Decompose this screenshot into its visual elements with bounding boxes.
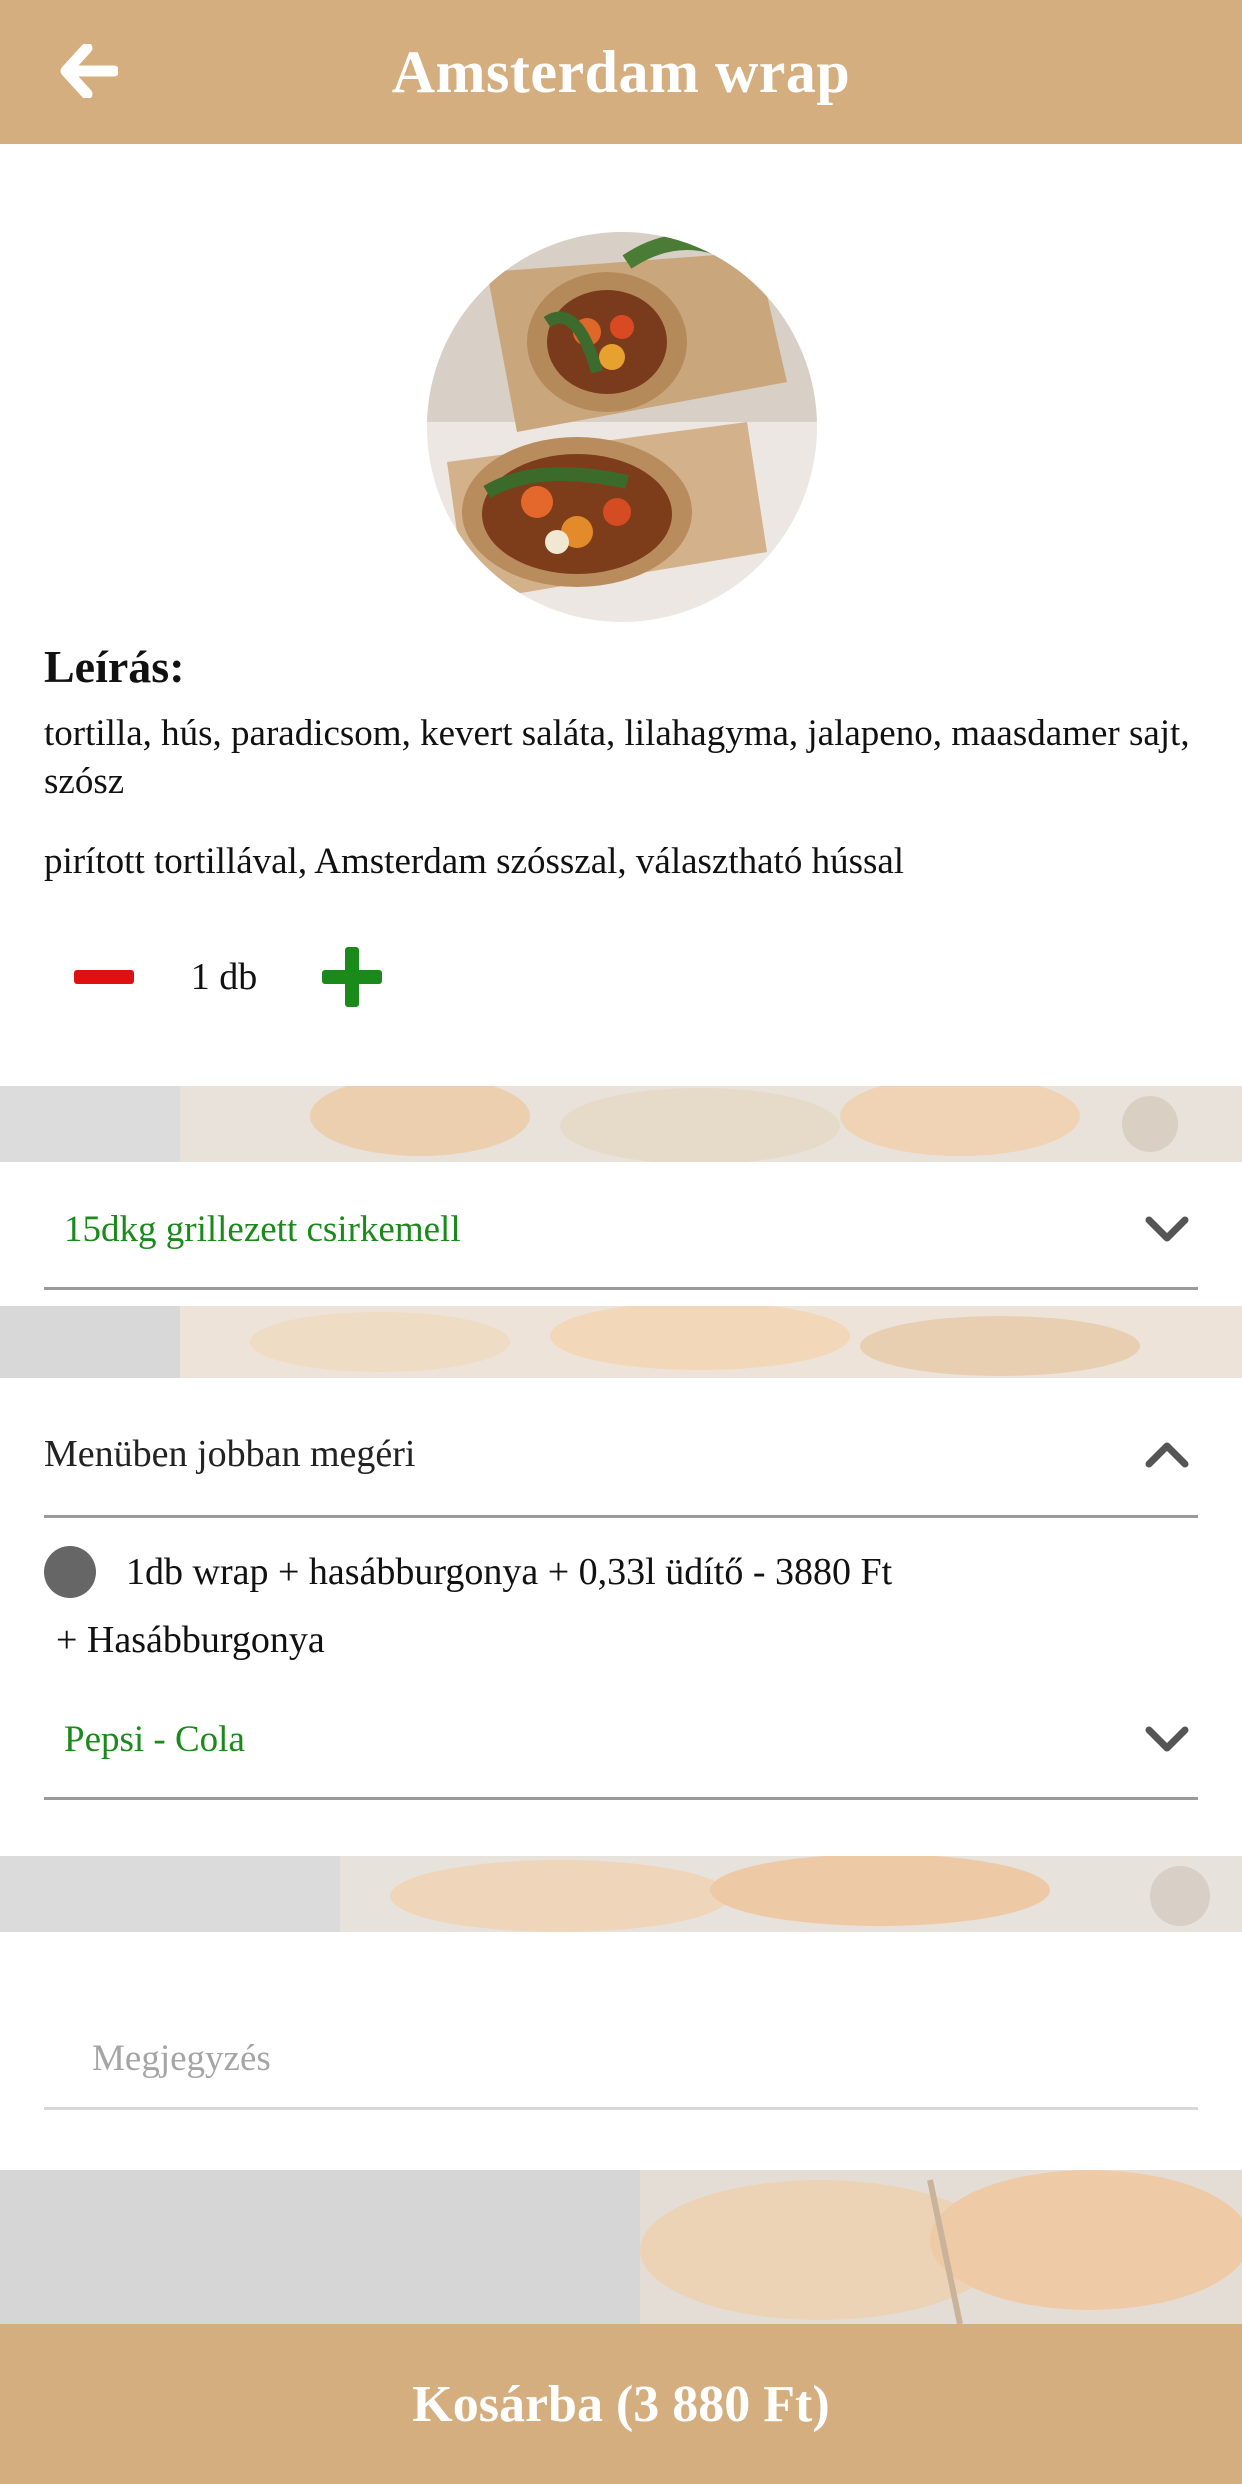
menu-extra-label: + Hasábburgonya [56, 1619, 325, 1661]
menu-option-label: 1db wrap + hasábburgonya + 0,33l üdítő - 3880 Ft [126, 1551, 893, 1593]
add-to-cart-button[interactable] [0, 2324, 1242, 2484]
page-title: Amsterdam wrap [391, 38, 851, 105]
menu-section-toggle[interactable] [44, 1392, 1198, 1518]
description-heading: Leírás: [44, 641, 185, 692]
meat-select-value: 15dkg grillezett csirkemell [64, 1209, 461, 1250]
increase-quantity-button[interactable] [292, 942, 412, 1012]
decrease-quantity-button[interactable] [44, 942, 164, 1012]
minus-icon [74, 970, 134, 984]
note-input[interactable] [44, 2036, 1198, 2081]
background-image-strip [0, 1856, 1242, 1932]
radio-selected-icon [44, 1546, 96, 1598]
drink-select-value: Pepsi - Cola [64, 1719, 245, 1760]
product-image [427, 232, 817, 622]
arrow-left-icon [60, 44, 118, 98]
drink-select[interactable] [44, 1682, 1198, 1800]
plus-icon [322, 947, 382, 1007]
chevron-up-icon [1142, 1429, 1192, 1479]
quantity-value: 1 db [190, 956, 258, 998]
top-bar [0, 0, 1242, 144]
background-image-strip [0, 2170, 1242, 2324]
quantity-stepper [44, 942, 412, 1012]
menu-section-label: Menüben jobban megéri [44, 1432, 416, 1475]
chevron-down-icon [1142, 1205, 1192, 1255]
back-button[interactable] [56, 38, 122, 104]
description-extra: pirított tortillával, Amsterdam szósszal, választható hússal [44, 841, 905, 882]
menu-option-radio[interactable] [44, 1540, 892, 1604]
meat-select[interactable] [44, 1172, 1198, 1290]
add-to-cart-label: Kosárba (3 880 Ft) [412, 2375, 830, 2433]
background-image-strip [0, 1086, 1242, 1162]
background-image-strip [0, 1306, 1242, 1378]
description-text: tortilla, hús, paradicsom, kevert saláta, lilahagyma, jalapeno, maasdamer sajt, szósz [44, 713, 1190, 802]
chevron-down-icon [1142, 1715, 1192, 1765]
note-field [44, 2010, 1198, 2110]
